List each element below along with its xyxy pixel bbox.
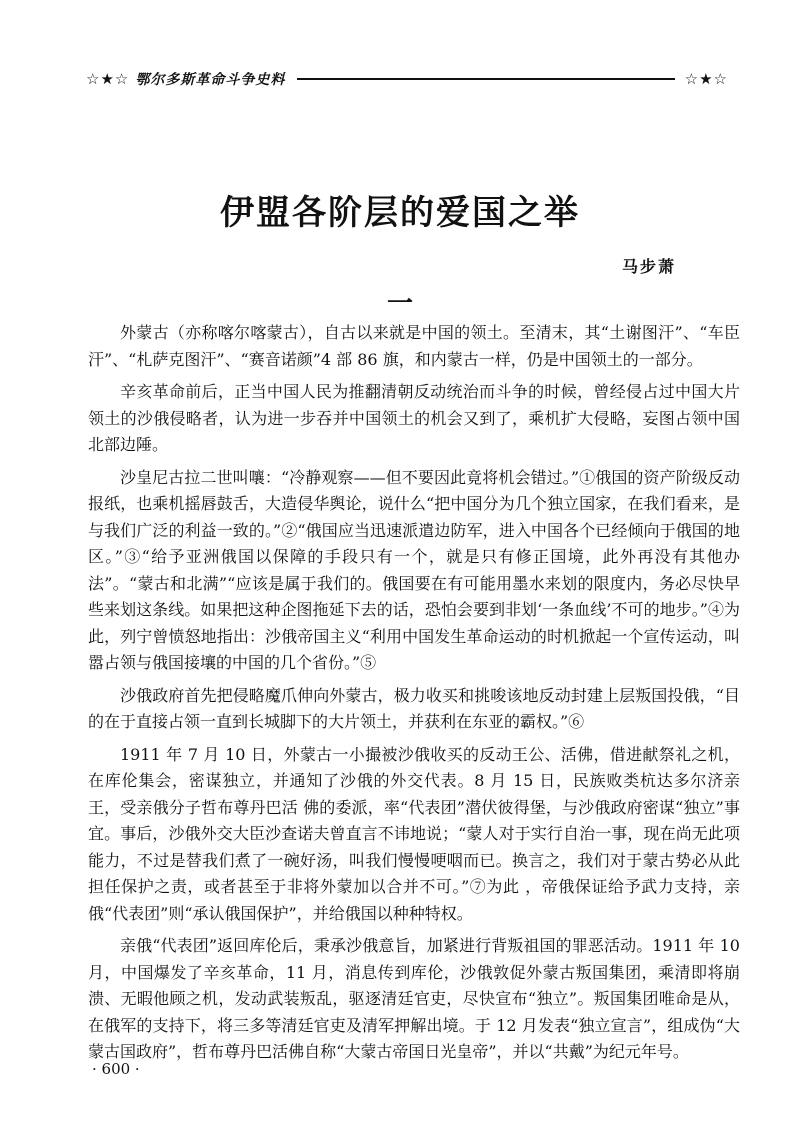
paragraph: 沙俄政府首先把侵略魔爪伸向外蒙古，极力收买和挑唆该地反动封建上层叛国投俄，“目的在于直接占领一直到长城脚下的大片领土，并获利在东亚的霸权。”⑥ (88, 685, 740, 731)
paragraph: 1911 年 7 月 10 日，外蒙古一小撮被沙俄收买的反动王公、活佛，借进献祭礼之机，在库伦集会，密谋独立，并通知了沙俄的外交代表。8 月 15 日，民族败类杭达多尔济亲王，受亲俄分子哲布尊丹巴活 佛的委派，率“代表团”潜伏彼得堡，与沙俄政府密谋“独立”事宜。事后，沙俄外交大臣沙查诺夫曾直言不讳地说；“蒙人对于实行自治一事，现在尚无此项能力，不过是替我们煮了一碗好汤，叫我们慢慢哽咽而已。换言之，我们对于蒙古势必从此担任保护之责，或者甚至于非将外蒙加以合并不可。”⑦为此 ，帝俄保证给予武力支持，亲俄“代表团”则“承认俄国保护”，并给俄国以种种特权。 (88, 744, 740, 923)
series-title: 鄂尔多斯革命斗争史料 (135, 72, 286, 88)
paragraph: 沙皇尼古拉二世叫嚷：“冷静观察——但不要因此竟将机会错过。”①俄国的资产阶级反动报纸，也乘机摇唇鼓舌，大造侵华舆论，说什么“把中国分为几个独立国家，在我们看来，是与我们广泛的利益一致的。”②“俄国应当迅速派遣边防军，进入中国各个已经倾向于俄国的地区。”③“给予亚洲俄国以保障的手段只有一个，就是只有修正国境，此外再没有其他办法”。“蒙古和北满”“应该是属于我们的。俄国要在有可能用墨水来划的限度内，务必尽快早些来划这条线。如果把这种企图拖延下去的话，恐怕会要到非划‘一条血线’不可的地步。”④为此，列宁曾愤怒地指出：沙俄帝国主义“利用中国发生革命运动的时机掀起一个宣传运动，叫嚣占领与俄国接壤的中国的几个省份。”⑤ (88, 467, 740, 672)
header-rule (297, 78, 674, 80)
article-title: 伊盟各阶层的爱国之举 (220, 193, 580, 233)
left-stars-ornament: ☆★☆ (86, 70, 130, 88)
running-header (86, 66, 728, 92)
paragraph: 辛亥革命前后，正当中国人民为推翻清朝反动统治而斗争的时候，曾经侵占过中国大片领土的沙俄侵略者，认为进一步吞并中国领土的机会又到了，乘机扩大侵略，妄图占领中国北部边陲。 (88, 382, 740, 454)
paragraph: 亲俄“代表团”返回库伦后，秉承沙俄意旨，加紧进行背叛祖国的罪恶活动。1911 年 10 月，中国爆发了辛亥革命，11 月，消息传到库伦，沙俄敦促外蒙古叛国集团，乘清即将崩溃、无暇他顾之机，发动武装叛乱，驱逐清廷官吏，尽快宣布“独立”。叛国集团唯命是从，在俄军的支持下，将三多等清廷官吏及清军押解出境。于 12 月发表“独立宣言”，组成伪“大蒙古国政府”，哲布尊丹巴活佛自称“大蒙古帝国日光皇帝”，并以“共戴”为纪元年号。 (88, 936, 740, 1061)
paragraph: 外蒙古（亦称喀尔喀蒙古），自古以来就是中国的领土。至清末，其“土谢图汗”、“车臣汗”、“札萨克图汗”、“赛音诺颜”4 部 86 旗，和内蒙古一样，仍是中国领土的一部分。 (88, 323, 740, 369)
article-author: 马步萧 (621, 257, 676, 276)
page-number: · 600 · (92, 1060, 140, 1078)
right-stars-ornament: ☆★☆ (684, 70, 728, 88)
article-body (88, 320, 740, 1072)
section-number: 一 (386, 289, 413, 319)
